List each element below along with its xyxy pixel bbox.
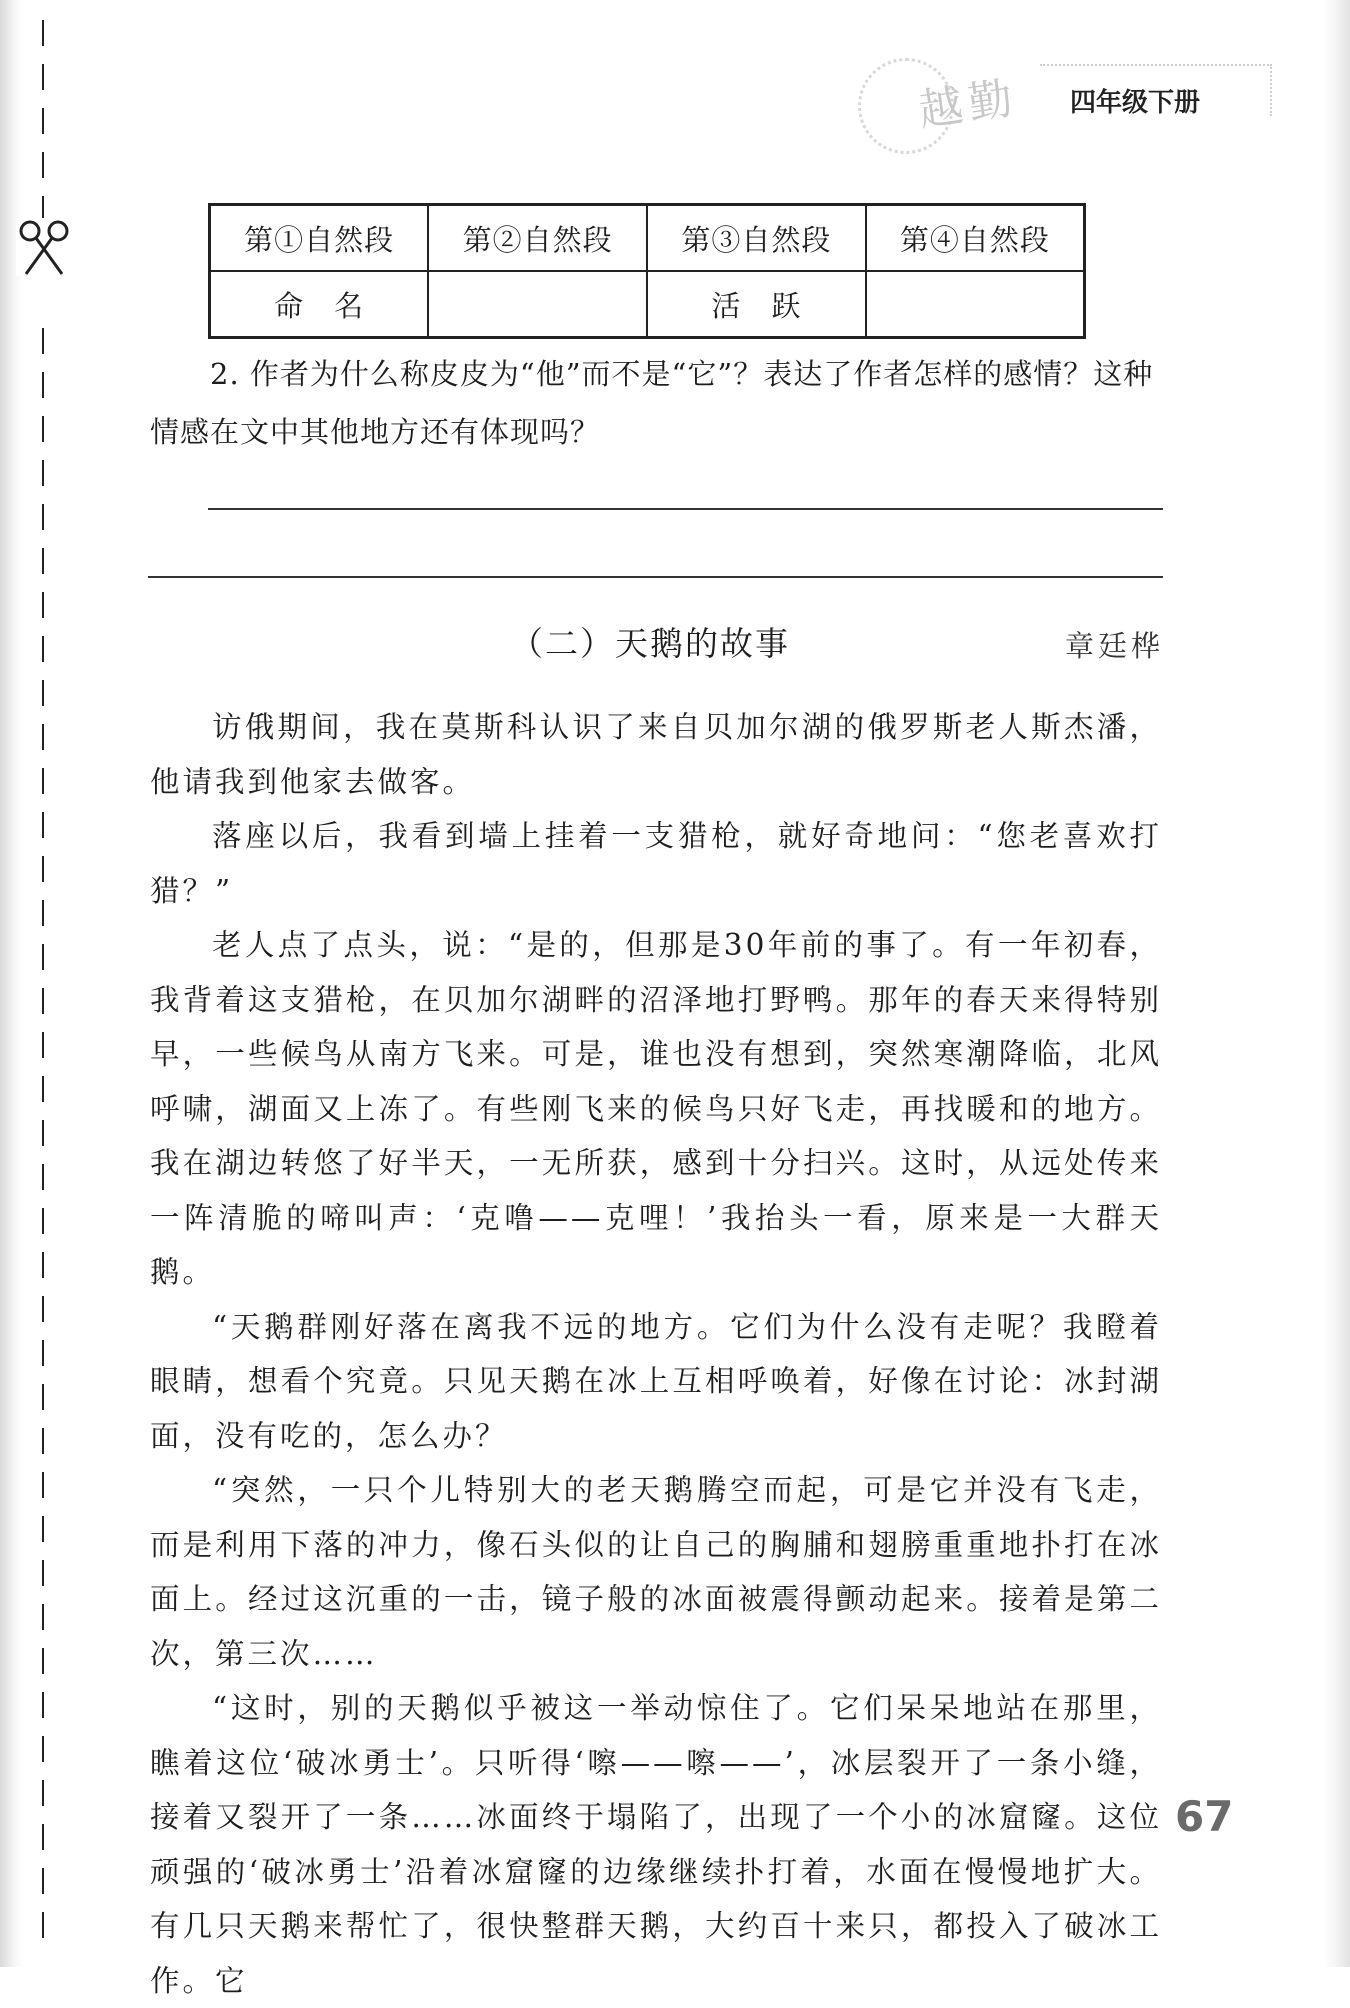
table-cell-blank[interactable] [866, 271, 1085, 338]
cut-line-dash [42, 1868, 44, 1894]
story-title: （二）天鹅的故事 [510, 624, 790, 663]
grade-label: 四年级下册 [1070, 88, 1201, 118]
cut-line-dash [42, 1472, 44, 1498]
table-header-row [210, 205, 1085, 272]
cut-line-dash [42, 900, 44, 926]
cut-line-dash [42, 1560, 44, 1586]
table-cell: 活 跃 [647, 271, 866, 338]
cut-line-dash [42, 108, 44, 134]
story-paragraph: “这时，别的天鹅似乎被这一举动惊住了。它们呆呆地站在那里，瞧着这位‘破冰勇士’。只听得‘嚓——嚓——’，冰层裂开了一条小缝，接着又裂开了一条……冰面终于塌陷了，出现了一个小的冰窟窿。这位顽强的‘破冰勇士’沿着冰窟窿的边缘继续扑打着，水面在慢慢地扩大。有几只天鹅来帮忙了，很快整群天鹅，大约百十来只，都投入了破冰工作。它 [150, 1691, 1162, 1998]
page-edge-shadow-right [1324, 0, 1350, 1967]
cut-line-dash [42, 812, 44, 838]
cut-line-dash [42, 64, 44, 90]
cut-line-dash [42, 856, 44, 882]
table-cell-blank[interactable] [428, 271, 647, 338]
story-paragraph: 访俄期间，我在莫斯科认识了来自贝加尔湖的俄罗斯老人斯杰潘，他请我到他家去做客。 [150, 710, 1162, 799]
cut-line-dash [42, 1076, 44, 1102]
table-header-cell: 第②自然段 [428, 205, 647, 272]
cut-line-dash [42, 548, 44, 574]
page-edge-shadow [0, 0, 22, 1967]
cut-line-dash [42, 1648, 44, 1674]
cut-line-dash [42, 1120, 44, 1146]
answer-line[interactable] [208, 508, 1163, 510]
story-author: 章廷桦 [1065, 629, 1165, 663]
question-2: 2. 作者为什么称皮皮为“他”而不是“它”？表达了作者怎样的感情？这种情感在文中其他地方还有体现吗？ [150, 357, 1154, 449]
cut-line-dash [42, 1384, 44, 1410]
cut-line-dash [42, 460, 44, 486]
cut-line-dash [42, 1032, 44, 1058]
cut-line-dash [42, 1824, 44, 1850]
paragraph-table [208, 203, 1086, 339]
cut-line-dash [42, 724, 44, 750]
cut-line-dash [42, 1912, 44, 1938]
cut-line-dash [42, 1692, 44, 1718]
cut-line-dash [42, 1428, 44, 1454]
cut-line [40, 10, 46, 1960]
cut-line-dash [42, 1208, 44, 1234]
cut-line-dash [42, 944, 44, 970]
story-paragraph: 老人点了点头，说：“是的，但那是30年前的事了。有一年初春，我背着这支猎枪，在贝加尔湖畔的沼泽地打野鸭。那年的春天来得特别早，一些候鸟从南方飞来。可是，谁也没有想到，突然寒潮降临，北风呼啸，湖面又上冻了。有些刚飞来的候鸟只好飞走，再找暖和的地方。我在湖边转悠了好半天，一无所获，感到十分扫兴。这时，从远处传来一阵清脆的啼叫声：‘克噜——克哩！’我抬头一看，原来是一大群天鹅。 [150, 928, 1162, 1289]
cut-line-dash [42, 592, 44, 618]
cut-line-dash [42, 1780, 44, 1806]
cut-line-dash [42, 1340, 44, 1366]
logo-watermark [858, 48, 1028, 148]
story-paragraph: 落座以后，我看到墙上挂着一支猎枪，就好奇地问：“您老喜欢打猎？” [150, 819, 1162, 908]
cut-line-dash [42, 328, 44, 354]
table-header-cell: 第①自然段 [210, 205, 429, 272]
cut-line-dash [42, 372, 44, 398]
cut-line-dash [42, 1252, 44, 1278]
cut-line-dash [42, 1296, 44, 1322]
table-cell: 命 名 [210, 271, 429, 338]
section-divider [148, 576, 1163, 578]
page-number: 67 [1175, 1792, 1234, 1841]
scissors-icon [16, 218, 72, 276]
cut-line-dash [42, 152, 44, 178]
cut-line-dash [42, 1164, 44, 1190]
cut-line-dash [42, 636, 44, 662]
logo-text: 越勤 [915, 72, 1022, 137]
cut-line-dash [42, 20, 44, 46]
cut-line-dash [42, 768, 44, 794]
cut-line-dash [42, 1516, 44, 1542]
cut-line-dash [42, 680, 44, 706]
story-paragraph: “突然，一只个儿特别大的老天鹅腾空而起，可是它并没有飞走，而是利用下落的冲力，像石头似的让自己的胸脯和翅膀重重地扑打在冰面上。经过这沉重的一击，镜子般的冰面被震得颤动起来。接着是第二次，第三次…… [150, 1473, 1162, 1671]
story-paragraph: “天鹅群刚好落在离我不远的地方。它们为什么没有走呢？我瞪着眼睛，想看个究竟。只见天鹅在冰上互相呼唤着，好像在讨论：冰封湖面，没有吃的，怎么办？ [150, 1309, 1162, 1453]
table-row [210, 271, 1085, 338]
cut-line-dash [42, 1736, 44, 1762]
table-header-cell: 第③自然段 [647, 205, 866, 272]
story-body [150, 700, 1162, 2008]
cut-line-dash [42, 1604, 44, 1630]
table-header-cell: 第④自然段 [866, 205, 1085, 272]
cut-line-dash [42, 504, 44, 530]
cut-line-dash [42, 416, 44, 442]
cut-line-dash [42, 988, 44, 1014]
